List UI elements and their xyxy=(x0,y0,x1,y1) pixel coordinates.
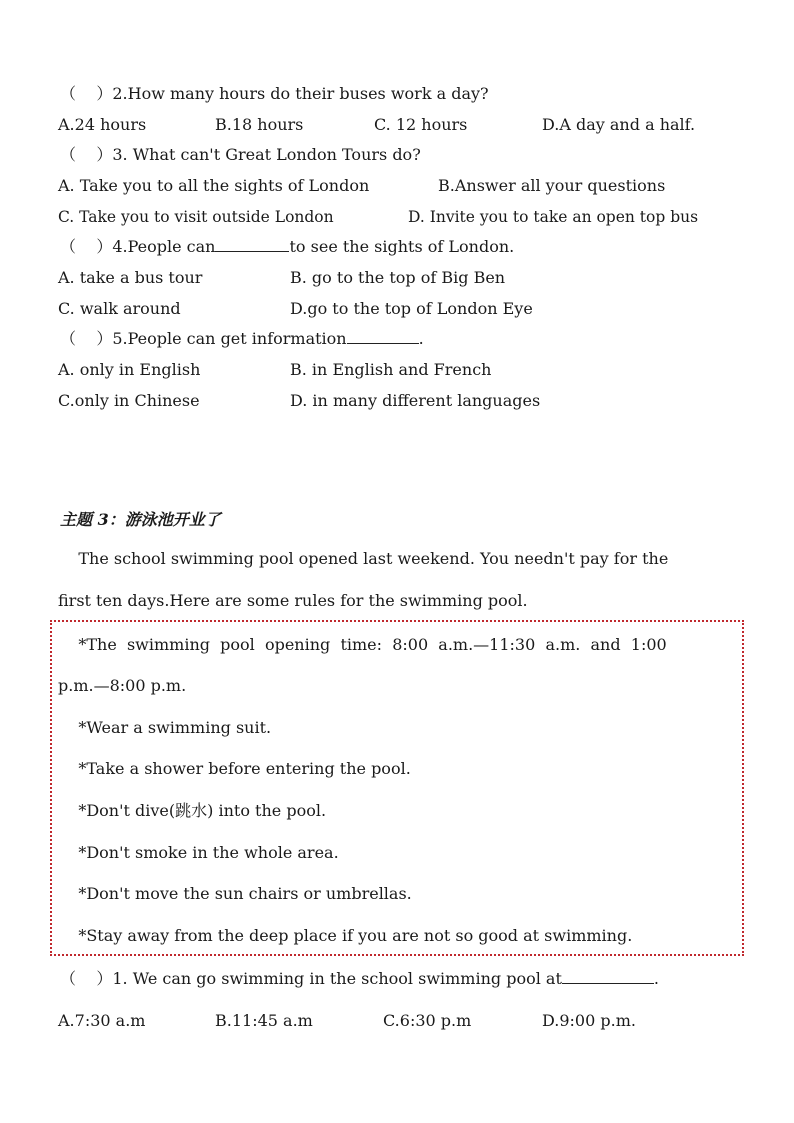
question-3-stem: （ ）3. What can't Great London Tours do? xyxy=(60,145,421,164)
rule-opening-time-line-1: *The swimming pool opening time: 8:00 a.m.—11:30 a.m. and 1:00 xyxy=(58,635,667,654)
rule-sun-chairs: *Don't move the sun chairs or umbrellas. xyxy=(58,884,412,903)
intro-line-1: The school swimming pool opened last weekend. You needn't pay for the xyxy=(58,549,669,568)
question-5-stem-start: （ ）5.People can get information xyxy=(60,329,347,348)
question-2-option-b: B.18 hours xyxy=(215,115,304,134)
question-2-option-c: C. 12 hours xyxy=(374,115,468,134)
question-4-option-c: C. walk around xyxy=(58,299,181,318)
question-2-option-d: D.A day and a half. xyxy=(542,115,696,134)
question-5-option-b: B. in English and French xyxy=(290,360,492,379)
pool-question-1-option-a: A.7:30 a.m xyxy=(58,1011,146,1030)
answer-blank[interactable] xyxy=(215,237,289,252)
question-3-option-c: C. Take you to visit outside London xyxy=(58,208,334,226)
rule-shower: *Take a shower before entering the pool. xyxy=(58,759,411,778)
answer-blank[interactable] xyxy=(347,329,419,344)
rule-opening-time-line-2: p.m.—8:00 p.m. xyxy=(58,676,187,695)
question-4-option-b: B. go to the top of Big Ben xyxy=(290,268,506,287)
question-2-stem: （ ）2.How many hours do their buses work a day? xyxy=(60,84,489,103)
pool-question-1-stem-end: . xyxy=(653,969,659,988)
question-2-option-a: A.24 hours xyxy=(58,115,147,134)
question-3-option-b: B.Answer all your questions xyxy=(438,176,666,195)
question-5-stem-end: . xyxy=(418,329,424,348)
question-3-option-d: D. Invite you to take an open top bus xyxy=(408,208,699,226)
question-4-option-a: A. take a bus tour xyxy=(58,268,203,287)
topic-3-title: 主题 3：游泳池开业了 xyxy=(60,510,221,529)
pool-question-1-stem xyxy=(60,969,659,989)
rule-deep-place: *Stay away from the deep place if you are not so good at swimming. xyxy=(58,926,633,945)
question-4-stem-start: （ ）4.People can xyxy=(60,237,216,256)
rule-no-dive: *Don't dive(跳水) into the pool. xyxy=(58,801,327,820)
question-4-stem-end: to see the sights of London. xyxy=(289,237,515,256)
rule-swimming-suit: *Wear a swimming suit. xyxy=(58,718,272,737)
pool-question-1-stem-start: （ ）1. We can go swimming in the school swimming pool at xyxy=(60,969,562,988)
question-4-option-d: D.go to the top of London Eye xyxy=(290,299,533,318)
intro-line-2: first ten days.Here are some rules for the swimming pool. xyxy=(58,591,528,610)
answer-blank[interactable] xyxy=(562,969,654,984)
question-3-option-a: A. Take you to all the sights of London xyxy=(58,176,370,195)
question-5-stem xyxy=(60,329,424,349)
question-4-stem xyxy=(60,237,514,257)
pool-question-1-option-b: B.11:45 a.m xyxy=(215,1011,313,1030)
question-5-option-d: D. in many different languages xyxy=(290,391,541,410)
rule-no-smoke: *Don't smoke in the whole area. xyxy=(58,843,339,862)
question-5-option-a: A. only in English xyxy=(58,360,201,379)
question-5-option-c: C.only in Chinese xyxy=(58,391,200,410)
rules-box xyxy=(50,620,744,956)
pool-question-1-option-c: C.6:30 p.m xyxy=(383,1011,472,1030)
pool-question-1-option-d: D.9:00 p.m. xyxy=(542,1011,636,1030)
